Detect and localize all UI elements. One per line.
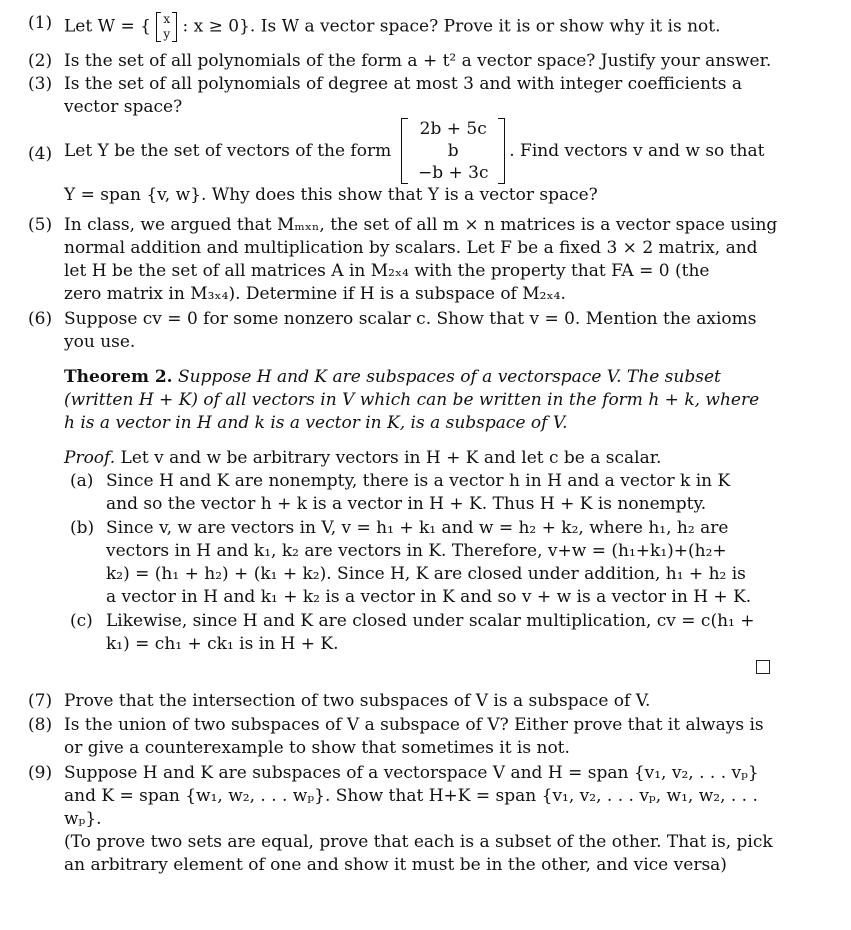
theorem-line: Suppose H and K are subspaces of a vectorspace V. The subset xyxy=(178,367,721,387)
proof-intro: Let v and w be arbitrary vectors in H + K and let c be a scalar. xyxy=(120,448,662,468)
problem-4-matrix xyxy=(401,118,505,184)
proof-part-c xyxy=(70,610,774,656)
proof-label: Proof. xyxy=(64,448,116,468)
problem-9 xyxy=(28,762,788,877)
problem-7-text: Prove that the intersection of two subspaces of V is a subspace of V. xyxy=(64,691,651,711)
problem-2 xyxy=(28,50,788,73)
matrix-entry: −b + 3c xyxy=(417,163,489,183)
problem-5 xyxy=(28,214,788,306)
proof-part-b xyxy=(70,517,774,609)
proof-part-line: Likewise, since H and K are closed under scalar multiplication, cv = c(h₁ + xyxy=(106,611,755,631)
problem-9-number: (9) xyxy=(28,763,53,783)
problem-1-pre: Let W = { xyxy=(64,16,151,37)
theorem-line: (written H + K) of all vectors in V which can be written in the form h + k, where xyxy=(64,390,760,410)
problem-2-text: Is the set of all polynomials of the form a + t² a vector space? Justify your answer. xyxy=(64,51,772,71)
matrix-entry: 2b + 5c xyxy=(419,119,487,139)
problem-8-line-2: or give a counterexample to show that sometimes it is not. xyxy=(64,738,570,758)
proof-part-label: (c) xyxy=(70,611,93,631)
problem-8-number: (8) xyxy=(28,715,53,735)
proof-part-line: k₁) = ch₁ + ck₁ is in H + K. xyxy=(106,634,339,654)
problem-5-number: (5) xyxy=(28,215,53,235)
problem-9-line: and K = span {w₁, w₂, . . . wₚ}. Show that H+K = span {v₁, v₂, . . . vₚ, w₁, w₂, . . . wₚ}. xyxy=(64,786,758,829)
problem-3 xyxy=(28,73,788,119)
problem-9-line: an arbitrary element of one and show it must be in the other, and vice versa) xyxy=(64,855,727,875)
problem-9-line: Suppose H and K are subspaces of a vectorspace V and H = span {v₁, v₂, . . . vₚ} xyxy=(64,763,759,783)
qed-square-icon xyxy=(756,660,770,674)
theorem-2 xyxy=(64,366,774,435)
problem-3-line-2: vector space? xyxy=(64,97,183,117)
proof-part-line: and so the vector h + k is a vector in H + K. Thus H + K is nonempty. xyxy=(106,494,707,514)
problem-1-post: : x ≥ 0}. Is W a vector space? Prove it is or show why it is not. xyxy=(182,16,721,37)
problem-4-pre: Let Y be the set of vectors of the form xyxy=(64,140,392,161)
matrix-entry: b xyxy=(447,141,459,161)
problem-3-number: (3) xyxy=(28,74,53,94)
problem-7 xyxy=(28,690,788,713)
problem-5-line: In class, we argued that Mₘₓₙ, the set of all m × n matrices is a vector space using xyxy=(64,215,778,235)
problem-6 xyxy=(28,308,788,354)
proof-part-label: (b) xyxy=(70,518,95,538)
problem-5-line: zero matrix in M₃ₓ₄). Determine if H is a subspace of M₂ₓ₄. xyxy=(64,284,566,304)
problem-2-number: (2) xyxy=(28,51,53,71)
matrix-entry: x xyxy=(163,12,171,26)
problem-9-line: (To prove two sets are equal, prove that each is a subset of the other. That is, pick xyxy=(64,832,773,852)
problem-7-number: (7) xyxy=(28,691,53,711)
problem-3-line-1: Is the set of all polynomials of degree at most 3 and with integer coefficients a xyxy=(64,74,743,94)
problem-4 xyxy=(28,118,788,207)
problem-5-line: let H be the set of all matrices A in M₂ₓ₄ with the property that FA = 0 (the xyxy=(64,261,710,281)
proof-part-line: k₂) = (h₁ + h₂) + (k₁ + k₂). Since H, K are closed under addition, h₁ + h₂ is xyxy=(106,564,746,584)
problem-6-line-2: you use. xyxy=(64,332,136,352)
proof-part-line: a vector in H and k₁ + k₂ is a vector in K and so v + w is a vector in H + K. xyxy=(106,587,752,607)
proof-part-label: (a) xyxy=(70,471,94,491)
problem-6-line-1: Suppose cv = 0 for some nonzero scalar c. Show that v = 0. Mention the axioms xyxy=(64,309,757,329)
matrix-entry: y xyxy=(163,27,171,41)
theorem-label: Theorem 2. xyxy=(64,367,173,387)
proof-part-line: Since v, w are vectors in V, v = h₁ + k₁ and w = h₂ + k₂, where h₁, h₂ are xyxy=(106,518,729,538)
problem-5-line: normal addition and multiplication by scalars. Let F be a fixed 3 × 2 matrix, and xyxy=(64,238,758,258)
proof-part-line: vectors in H and k₁, k₂ are vectors in K. Therefore, v+w = (h₁+k₁)+(h₂+ xyxy=(106,541,727,561)
proof xyxy=(64,447,774,470)
problem-4-post: . Find vectors v and w so that xyxy=(509,140,765,161)
problem-1-number: (1) xyxy=(28,13,53,33)
proof-part-a xyxy=(70,470,774,516)
problem-4-number: (4) xyxy=(28,144,53,164)
problem-1 xyxy=(28,12,788,42)
problem-1-matrix xyxy=(156,12,177,42)
theorem-line: h is a vector in H and k is a vector in K, is a subspace of V. xyxy=(64,413,568,433)
problem-6-number: (6) xyxy=(28,309,53,329)
problem-8-line-1: Is the union of two subspaces of V a subspace of V? Either prove that it always is xyxy=(64,715,764,735)
problem-4-line-2: Y = span {v, w}. Why does this show that Y is a vector space? xyxy=(64,185,598,205)
problem-8 xyxy=(28,714,788,760)
proof-part-line: Since H and K are nonempty, there is a vector h in H and a vector k in K xyxy=(106,471,731,491)
